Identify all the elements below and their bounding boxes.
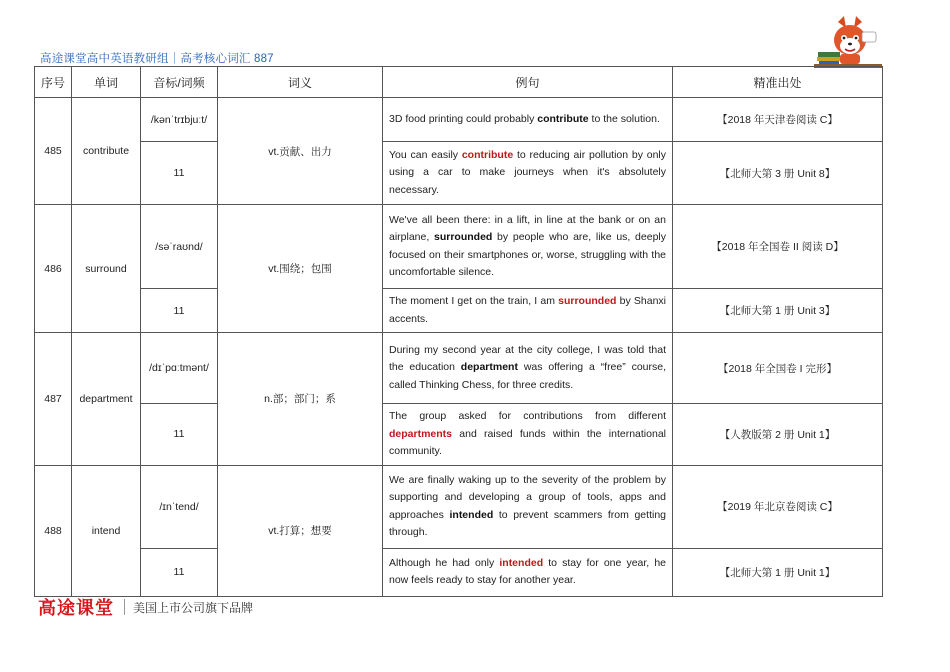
- entry-number: 486: [35, 205, 72, 333]
- entry-number: 485: [35, 98, 72, 205]
- example-source: 【2018 年全国卷 I 完形】: [673, 333, 883, 404]
- keyword: intended: [449, 508, 494, 521]
- example-sentence: We've all been there: in a lift, in line at the bank or on an airplane, surrounded by people who are, like us, deeply focused on their smartphones or, worse, struggling with the uncomfortable silence.: [383, 205, 673, 289]
- entry-meaning: vt.围绕；包围: [218, 205, 383, 333]
- column-header: 例句: [383, 67, 673, 98]
- entry-word: surround: [72, 205, 141, 333]
- footer-divider: [124, 599, 125, 615]
- keyword: surrounded: [434, 231, 493, 243]
- brand-slogan: 美国上市公司旗下品牌: [133, 600, 254, 615]
- example-source: 【北师大第 1 册 Unit 3】: [673, 289, 883, 333]
- entry-phonetic: /dɪˈpɑːtmənt/: [141, 333, 218, 404]
- table-header-row: [35, 67, 883, 98]
- table-row: [35, 333, 883, 404]
- entry-number: 488: [35, 465, 72, 596]
- entry-word: contribute: [72, 98, 141, 205]
- table-row: [35, 289, 883, 333]
- entry-frequency: 11: [141, 289, 218, 333]
- example-sentence: Although he had only intended to stay for one year, he now feels ready to stay for another year.: [383, 548, 673, 596]
- column-header: 精准出处: [673, 67, 883, 98]
- example-sentence: The moment I get on the train, I am surrounded by Shanxi accents.: [383, 289, 673, 333]
- brand-logo: 高途课堂: [38, 598, 114, 618]
- example-sentence: You can easily contribute to reducing air pollution by only using a car to make journeys when it's absolutely necessary.: [383, 142, 673, 205]
- example-sentence: 3D food printing could probably contribute to the solution.: [383, 98, 673, 142]
- table-row: [35, 98, 883, 142]
- entry-phonetic: /kənˈtrɪbjuːt/: [141, 98, 218, 142]
- table-row: [35, 404, 883, 466]
- column-header: 序号: [35, 67, 72, 98]
- entry-meaning: n.部；部门；系: [218, 333, 383, 466]
- entry-meaning: vt.贡献、出力: [218, 98, 383, 205]
- example-source: 【2018 年天津卷阅读 C】: [673, 98, 883, 142]
- keyword: contribute: [461, 148, 514, 161]
- header-title: 高途课堂高中英语教研组｜高考核心词汇 887: [40, 53, 274, 65]
- entry-phonetic: /ɪnˈtend/: [141, 465, 218, 548]
- example-sentence: We are finally waking up to the severity of the problem by supporting and developing a group of tools, apps and approaches intended to prevent scammers from getting through.: [383, 465, 673, 548]
- footer: [38, 596, 253, 618]
- table-row: [35, 205, 883, 289]
- example-source: 【人教版第 2 册 Unit 1】: [673, 404, 883, 466]
- table-row: [35, 142, 883, 205]
- table-row: [35, 548, 883, 596]
- example-source: 【2019 年北京卷阅读 C】: [673, 465, 883, 548]
- example-sentence: During my second year at the city college, I was told that the education department was offering a “free” course, called Thinking Chess, for three credits.: [383, 333, 673, 404]
- entry-word: intend: [72, 465, 141, 596]
- column-header: 音标/词频: [141, 67, 218, 98]
- example-source: 【北师大第 3 册 Unit 8】: [673, 142, 883, 205]
- keyword: surrounded: [558, 295, 617, 307]
- example-source: 【2018 年全国卷 II 阅读 D】: [673, 205, 883, 289]
- entry-frequency: 11: [141, 142, 218, 205]
- fox-mascot-icon: [812, 14, 884, 70]
- entry-number: 487: [35, 333, 72, 466]
- keyword: departments: [389, 427, 453, 440]
- column-header: 词义: [218, 67, 383, 98]
- entry-word: department: [72, 333, 141, 466]
- keyword: intended: [499, 556, 544, 569]
- entry-frequency: 11: [141, 548, 218, 596]
- table-row: [35, 465, 883, 548]
- entry-phonetic: /səˈraʊnd/: [141, 205, 218, 289]
- entry-meaning: vt.打算；想要: [218, 465, 383, 596]
- keyword: department: [460, 361, 518, 374]
- example-source: 【北师大第 1 册 Unit 1】: [673, 548, 883, 596]
- column-header: 单词: [72, 67, 141, 98]
- vocabulary-table: [34, 66, 883, 597]
- keyword: contribute: [537, 112, 589, 125]
- example-sentence: The group asked for contributions from different departments and raised funds within the international community.: [383, 404, 673, 466]
- entry-frequency: 11: [141, 404, 218, 466]
